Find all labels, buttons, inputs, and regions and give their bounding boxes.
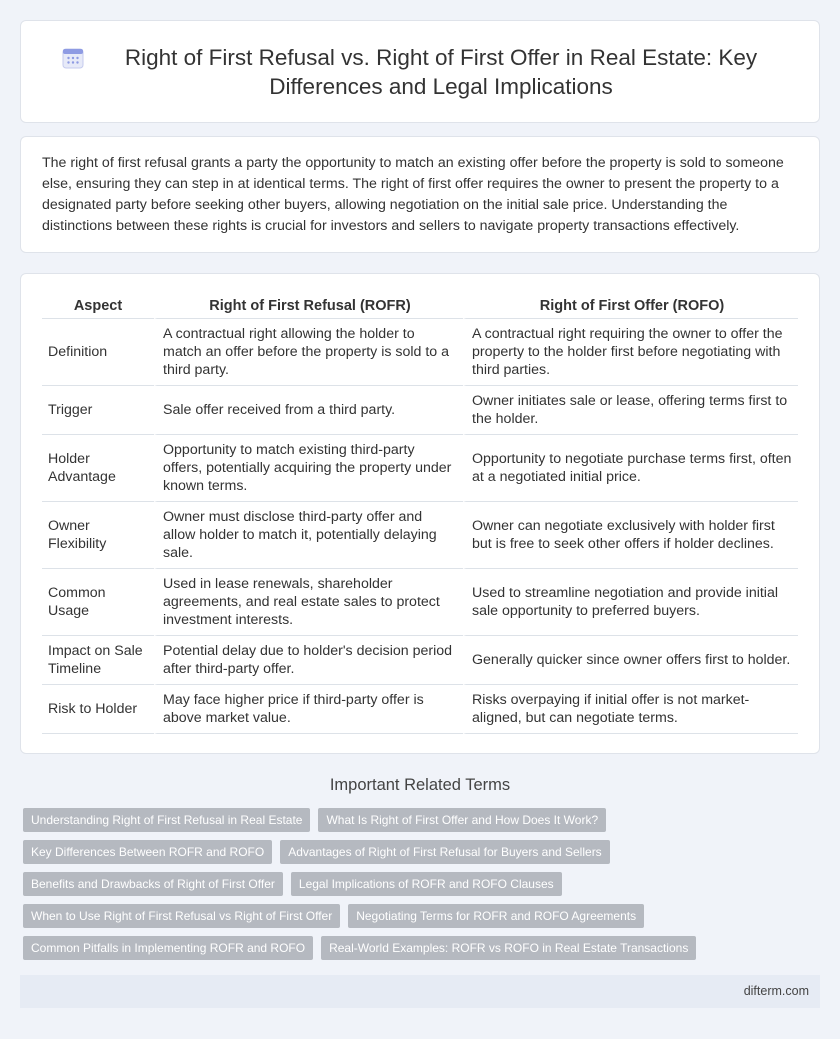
header-aspect: Aspect — [42, 294, 154, 319]
aspect-cell: Definition — [42, 319, 154, 386]
rofo-cell: Used to streamline negotiation and provide initial sale opportunity to preferred buyers. — [463, 569, 798, 636]
related-term-link[interactable]: Negotiating Terms for ROFR and ROFO Agreements — [348, 904, 644, 928]
related-terms-title: Important Related Terms — [329, 776, 511, 794]
table-header-row — [42, 294, 798, 319]
comparison-card — [20, 273, 820, 754]
rofo-cell: Owner initiates sale or lease, offering terms first to the holder. — [463, 386, 798, 435]
aspect-cell: Holder Advantage — [42, 435, 154, 502]
aspect-cell: Risk to Holder — [42, 685, 154, 734]
related-term-link[interactable]: Real-World Examples: ROFR vs ROFO in Real Estate Transactions — [321, 936, 696, 960]
rofo-cell: Opportunity to negotiate purchase terms first, often at a negotiated initial price. — [463, 435, 798, 502]
related-term-link[interactable]: When to Use Right of First Refusal vs Right of First Offer — [23, 904, 340, 928]
header-rofo: Right of First Offer (ROFO) — [463, 294, 798, 319]
rofr-cell: Owner must disclose third-party offer and allow holder to match it, potentially delaying sale. — [154, 502, 463, 569]
footer-site-link[interactable]: difterm.com — [743, 984, 809, 998]
header-card — [20, 20, 820, 123]
table-row — [42, 636, 798, 685]
rofo-cell: Risks overpaying if initial offer is not market-aligned, but can negotiate terms. — [463, 685, 798, 734]
table-row — [42, 685, 798, 734]
calendar-icon — [61, 46, 85, 70]
footer — [20, 975, 820, 1008]
rofr-cell: Sale offer received from a third party. — [154, 386, 463, 435]
rofr-cell: A contractual right allowing the holder to match an offer before the property is sold to a third party. — [154, 319, 463, 386]
related-term-link[interactable]: Key Differences Between ROFR and ROFO — [23, 840, 272, 864]
rofr-cell: Opportunity to match existing third-party offers, potentially acquiring the property under known terms. — [154, 435, 463, 502]
related-term-link[interactable]: Legal Implications of ROFR and ROFO Clauses — [291, 872, 562, 896]
related-term-link[interactable]: Understanding Right of First Refusal in Real Estate — [23, 808, 310, 832]
header-rofr: Right of First Refusal (ROFR) — [154, 294, 463, 319]
intro-paragraph: The right of first refusal grants a party the opportunity to match an existing offer before the property is sold to someone else, ensuring they can step in at identical terms. The right of first offer requires the owner to present the property to a designated party before seeking other buyers, allowing negotiation on the initial sale price. Understanding the distinctions between these rights is crucial for investors and sellers to navigate property transactions effectively. — [42, 155, 784, 234]
page-title: Right of First Refusal vs. Right of First Offer in Real Estate: Key Differences and Legal Implications — [124, 44, 758, 99]
table-row — [42, 502, 798, 569]
table-row — [42, 386, 798, 435]
aspect-cell: Trigger — [42, 386, 154, 435]
comparison-table — [42, 294, 798, 734]
aspect-cell: Owner Flexibility — [42, 502, 154, 569]
table-row — [42, 319, 798, 386]
rofo-cell: Owner can negotiate exclusively with holder first but is free to seek other offers if holder declines. — [463, 502, 798, 569]
related-term-link[interactable]: Benefits and Drawbacks of Right of First Offer — [23, 872, 283, 896]
related-term-link[interactable]: Advantages of Right of First Refusal for Buyers and Sellers — [280, 840, 609, 864]
rofr-cell: Used in lease renewals, shareholder agreements, and real estate sales to protect investment interests. — [154, 569, 463, 636]
related-term-link[interactable]: What Is Right of First Offer and How Does It Work? — [318, 808, 606, 832]
table-row — [42, 569, 798, 636]
rofo-cell: Generally quicker since owner offers first to holder. — [463, 636, 798, 685]
related-term-link[interactable]: Common Pitfalls in Implementing ROFR and ROFO — [23, 936, 313, 960]
table-row — [42, 435, 798, 502]
rofo-cell: A contractual right requiring the owner to offer the property to the holder first before negotiating with third parties. — [463, 319, 798, 386]
aspect-cell: Impact on Sale Timeline — [42, 636, 154, 685]
rofr-cell: Potential delay due to holder's decision period after third-party offer. — [154, 636, 463, 685]
related-terms-list — [23, 808, 823, 968]
aspect-cell: Common Usage — [42, 569, 154, 636]
intro-card — [20, 136, 820, 253]
rofr-cell: May face higher price if third-party offer is above market value. — [154, 685, 463, 734]
